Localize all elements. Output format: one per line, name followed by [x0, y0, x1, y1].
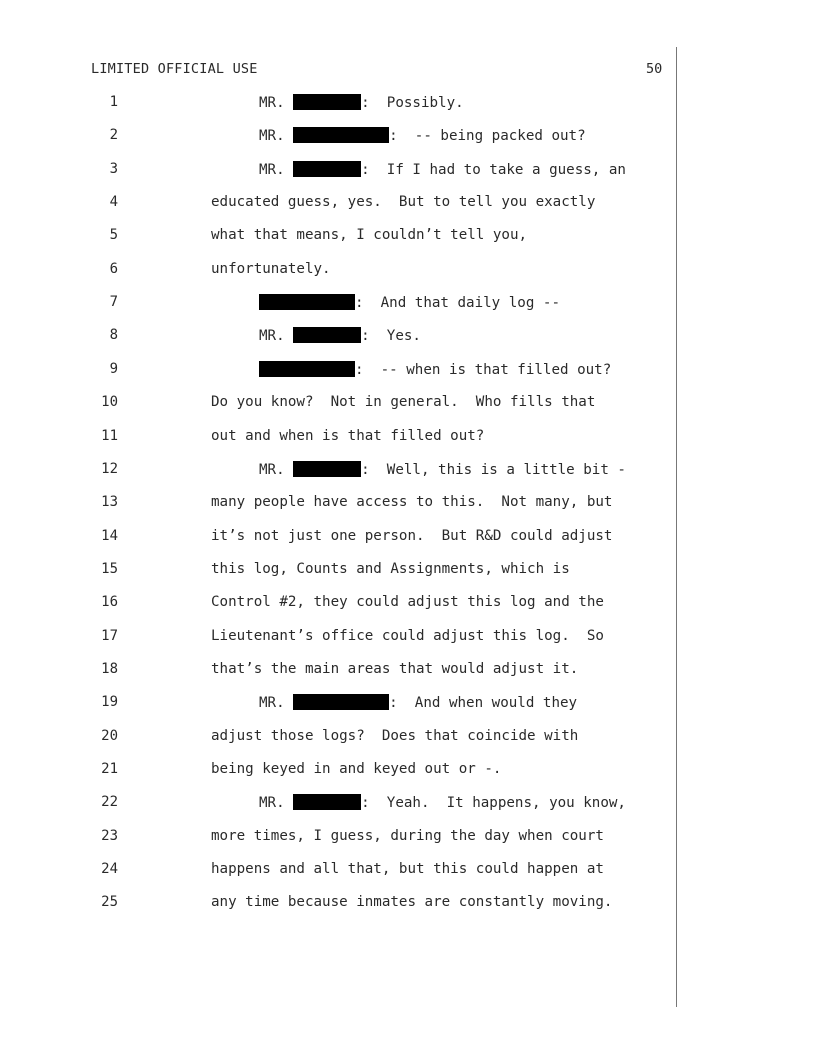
- line-number: 2: [109, 127, 118, 144]
- line-number: 16: [101, 594, 118, 611]
- redaction-block: [259, 361, 355, 377]
- line-number: 15: [101, 560, 118, 577]
- spoken-text: : Possibly.: [361, 95, 464, 111]
- spoken-text: : And that daily log --: [355, 295, 560, 312]
- line-text: [259, 94, 464, 111]
- line-text: unfortunately.: [211, 260, 331, 277]
- line-number: 23: [101, 827, 118, 844]
- line-text: being keyed in and keyed out or -.: [211, 761, 502, 777]
- speaker-title: MR.: [259, 95, 294, 111]
- transcript-line: [0, 828, 816, 848]
- line-number: 22: [101, 794, 118, 811]
- line-number: 3: [109, 160, 118, 177]
- spoken-text: : If I had to take a guess, an: [361, 161, 626, 178]
- redaction-block: [293, 327, 361, 343]
- line-text: any time because inmates are constantly moving.: [211, 894, 613, 911]
- redaction-block: [259, 294, 355, 310]
- line-text: educated guess, yes. But to tell you exactly: [211, 194, 596, 211]
- transcript-line: [0, 694, 816, 714]
- transcript-line: [0, 761, 816, 781]
- transcript-line: [0, 561, 816, 581]
- line-text: it’s not just one person. But R&D could adjust: [211, 527, 613, 544]
- transcript-line: [0, 394, 816, 414]
- redaction-block: [293, 127, 389, 143]
- transcript-line: [0, 327, 816, 347]
- line-number: 21: [101, 761, 118, 777]
- transcript-line: [0, 428, 816, 448]
- line-text: [259, 361, 611, 378]
- line-text: this log, Counts and Assignments, which is: [211, 560, 570, 577]
- line-text: what that means, I couldn’t tell you,: [211, 227, 528, 244]
- page-number: 50: [646, 61, 663, 77]
- speaker-title: MR.: [259, 695, 294, 712]
- speaker-title: MR.: [259, 128, 294, 145]
- line-number: 12: [101, 460, 118, 477]
- line-number: 4: [109, 194, 118, 211]
- transcript-line: [0, 127, 816, 147]
- line-number: 1: [109, 94, 118, 110]
- line-number: 7: [109, 294, 118, 311]
- line-text: [259, 161, 626, 178]
- line-number: 11: [101, 427, 118, 444]
- line-text: more times, I guess, during the day when court: [211, 827, 604, 844]
- transcript-line: [0, 227, 816, 247]
- line-number: 14: [101, 527, 118, 544]
- line-number: 25: [101, 894, 118, 911]
- transcript-line: [0, 361, 816, 381]
- line-text: Control #2, they could adjust this log and the: [211, 594, 604, 611]
- line-text: [259, 127, 586, 144]
- transcript-line: [0, 194, 816, 214]
- spoken-text: : -- being packed out?: [389, 128, 586, 145]
- speaker-title: MR.: [259, 795, 294, 812]
- line-number: 9: [109, 360, 118, 377]
- redaction-block: [293, 461, 361, 477]
- spoken-text: : Well, this is a little bit -: [361, 461, 626, 478]
- line-text: Lieutenant’s office could adjust this log. So: [211, 627, 604, 644]
- transcript-line: [0, 94, 816, 114]
- transcript-line: [0, 628, 816, 648]
- line-number: 6: [109, 260, 118, 277]
- speaker-title: MR.: [259, 461, 294, 478]
- transcript-line: [0, 728, 816, 748]
- line-number: 17: [101, 627, 118, 644]
- speaker-title: MR.: [259, 161, 294, 178]
- line-number: 19: [101, 694, 118, 711]
- line-number: 10: [101, 394, 118, 411]
- line-number: 13: [101, 494, 118, 511]
- transcript-line: [0, 661, 816, 681]
- line-number: 24: [101, 861, 118, 878]
- line-text: [259, 327, 421, 344]
- line-text: that’s the main areas that would adjust it.: [211, 660, 579, 677]
- redaction-block: [293, 94, 361, 110]
- line-text: happens and all that, but this could happen at: [211, 861, 604, 878]
- line-text: [259, 694, 577, 711]
- transcript-line: [0, 861, 816, 881]
- transcript-line: [0, 794, 816, 814]
- redaction-block: [293, 161, 361, 177]
- line-number: 20: [101, 727, 118, 744]
- transcript-line: [0, 594, 816, 614]
- line-number: 8: [109, 327, 118, 344]
- line-text: Do you know? Not in general. Who fills that: [211, 394, 596, 411]
- transcript-line: [0, 161, 816, 181]
- classification-header: LIMITED OFFICIAL USE: [91, 61, 258, 77]
- spoken-text: : -- when is that filled out?: [355, 361, 612, 378]
- transcript-line: [0, 494, 816, 514]
- speaker-title: MR.: [259, 328, 294, 345]
- transcript-line: [0, 528, 816, 548]
- line-text: [259, 294, 560, 311]
- redaction-block: [293, 794, 361, 810]
- line-text: many people have access to this. Not many, but: [211, 494, 613, 511]
- transcript-line: [0, 894, 816, 914]
- transcript-line: [0, 461, 816, 481]
- line-text: [259, 461, 626, 478]
- line-number: 5: [109, 227, 118, 244]
- spoken-text: : And when would they: [389, 695, 578, 712]
- transcript-line: [0, 294, 816, 314]
- line-number: 18: [101, 660, 118, 677]
- redaction-block: [293, 694, 389, 710]
- line-text: out and when is that filled out?: [211, 427, 485, 444]
- spoken-text: : Yeah. It happens, you know,: [361, 795, 626, 812]
- transcript-line: [0, 261, 816, 281]
- line-text: adjust those logs? Does that coincide with: [211, 727, 579, 744]
- spoken-text: : Yes.: [361, 328, 421, 345]
- line-text: [259, 794, 626, 811]
